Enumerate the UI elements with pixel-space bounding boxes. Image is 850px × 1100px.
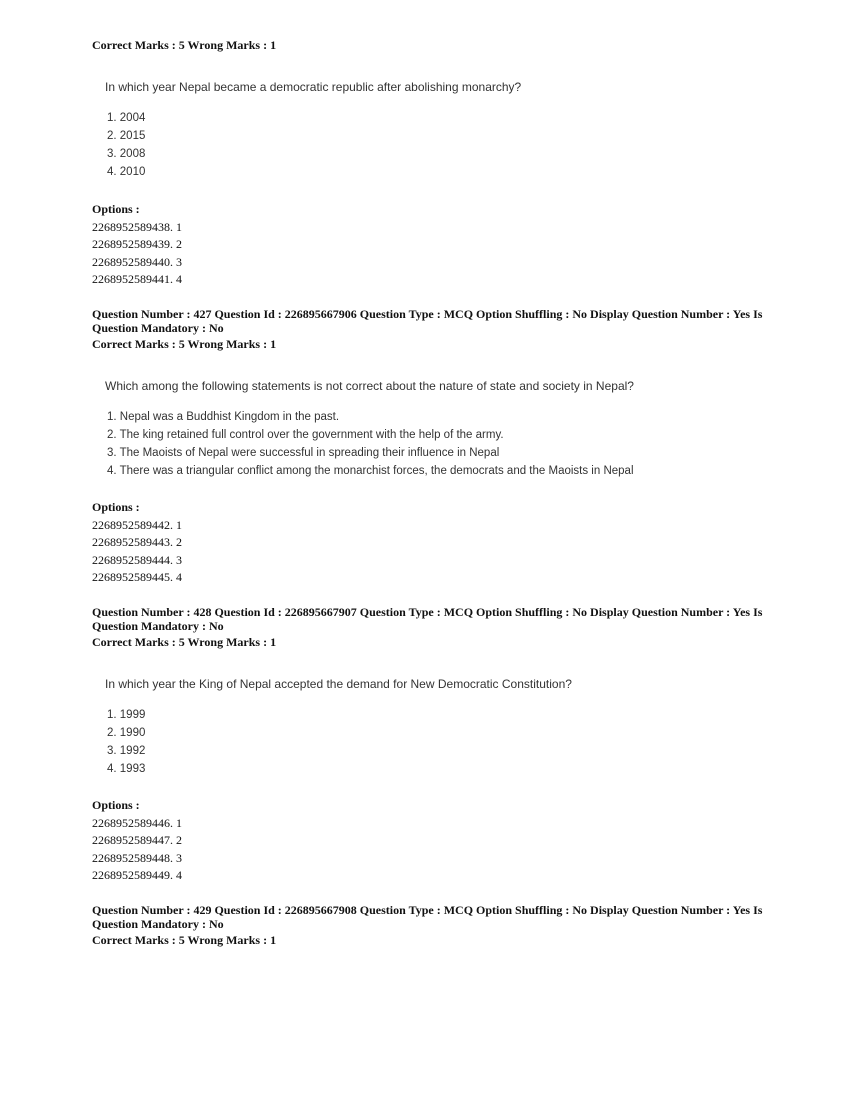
q427-choice-3: 3. The Maoists of Nepal were successful in spreading their influence in Nepal: [107, 447, 500, 459]
q429-marks: Correct Marks : 5 Wrong Marks : 1: [92, 933, 277, 947]
q427-question-text: Which among the following statements is not correct about the nature of state and society in Nepal?: [105, 379, 634, 393]
q428-options-label: Options :: [92, 798, 140, 812]
q426-question-text: In which year Nepal became a democratic republic after abolishing monarchy?: [105, 80, 522, 94]
q427-meta-line-2: Question Mandatory : No: [92, 321, 224, 335]
q429-meta-line-2: Question Mandatory : No: [92, 917, 224, 931]
q428-option-4: 2268952589449. 4: [92, 868, 182, 882]
q426-choice-3: 3. 2008: [107, 148, 146, 160]
q427-choice-list: [107, 408, 634, 480]
q428-choice-list: [107, 706, 145, 778]
q428-marks: Correct Marks : 5 Wrong Marks : 1: [92, 635, 277, 649]
q426-options-label: Options :: [92, 202, 140, 216]
q426-marks: Correct Marks : 5 Wrong Marks : 1: [92, 38, 277, 52]
q426-choice-1: 1. 2004: [107, 112, 146, 124]
q426-option-4: 2268952589441. 4: [92, 272, 182, 286]
q427-choice-4: 4. There was a triangular conflict among the monarchist forces, the democrats and the Maoists in Nepal: [107, 465, 634, 477]
q426-options: [92, 201, 182, 289]
q427-options-label: Options :: [92, 500, 140, 514]
q428-choice-4: 4. 1993: [107, 763, 146, 775]
q426-choice-2: 2. 2015: [107, 130, 146, 142]
q428-options: [92, 797, 182, 885]
q428-option-3: 2268952589448. 3: [92, 850, 182, 865]
q428-choice-3: 3. 1992: [107, 745, 146, 757]
q426-choice-4: 4. 2010: [107, 166, 146, 178]
q427-option-4: 2268952589445. 4: [92, 570, 182, 584]
q428-question-text: In which year the King of Nepal accepted the demand for New Democratic Constitution?: [105, 677, 572, 691]
q428-choice-2: 2. 1990: [107, 727, 146, 739]
q426-choice-list: [107, 109, 145, 181]
q428-choice-1: 1. 1999: [107, 709, 146, 721]
q426-option-2: 2268952589439. 2: [92, 237, 182, 251]
q428-meta-line-2: Question Mandatory : No: [92, 619, 224, 633]
q427-marks: Correct Marks : 5 Wrong Marks : 1: [92, 337, 277, 351]
q428-option-1: 2268952589446. 1: [92, 815, 182, 830]
q427-options: [92, 499, 182, 587]
q429-meta-line-1: Question Number : 429 Question Id : 226895667908 Question Type : MCQ Option Shuffling : No Display Question Number : Yes Is: [92, 903, 763, 917]
q428-meta-line-1: Question Number : 428 Question Id : 226895667907 Question Type : MCQ Option Shuffling : No Display Question Number : Yes Is: [92, 605, 763, 619]
q426-option-3: 2268952589440. 3: [92, 254, 182, 269]
q427-option-2: 2268952589443. 2: [92, 535, 182, 549]
q427-choice-2: 2. The king retained full control over the government with the help of the army.: [107, 429, 504, 441]
q427-meta-line-1: Question Number : 427 Question Id : 226895667906 Question Type : MCQ Option Shuffling : No Display Question Number : Yes Is: [92, 307, 763, 321]
q428-option-2: 2268952589447. 2: [92, 833, 182, 847]
q427-option-3: 2268952589444. 3: [92, 552, 182, 567]
q427-choice-1: 1. Nepal was a Buddhist Kingdom in the past.: [107, 411, 340, 423]
q426-option-1: 2268952589438. 1: [92, 219, 182, 234]
q427-option-1: 2268952589442. 1: [92, 517, 182, 532]
